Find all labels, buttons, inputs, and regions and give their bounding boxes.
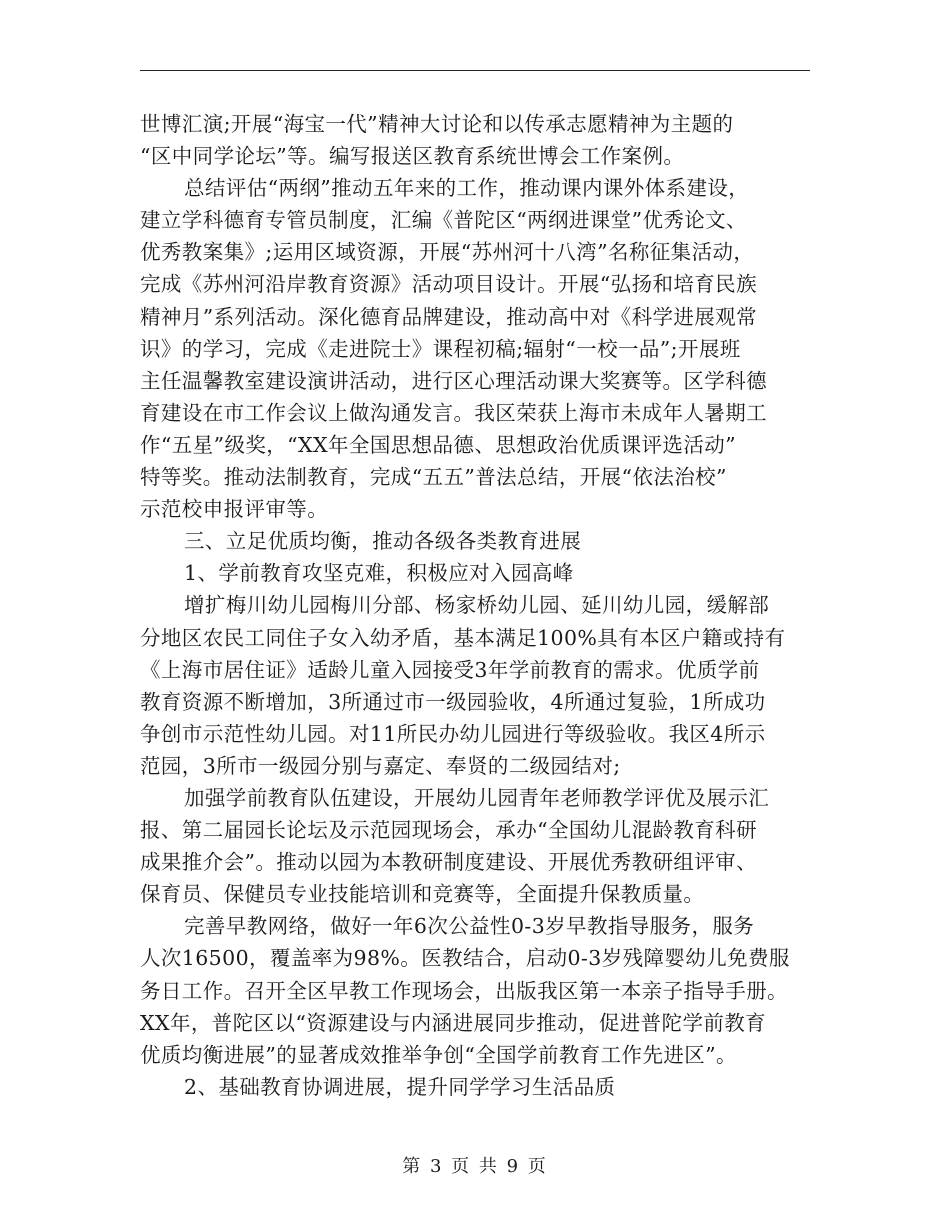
header-rule: [140, 70, 810, 71]
document-body: [140, 108, 816, 1103]
text-line: 完善早教网络，做好一年6次公益性0-3岁早教指导服务，服务: [184, 914, 755, 939]
text-line: 育建设在市工作会议上做沟通发言。我区荣获上海市未成年人暑期工: [140, 400, 767, 425]
text-line: 教育资源不断增加，3所通过市一级园验收，4所通过复验，1所成功: [140, 689, 766, 714]
text-line: 总结评估“两纲”推动五年来的工作，推动课内课外体系建设，: [184, 176, 750, 201]
text-line: 成果推介会”。推动以园为本教研制度建设、开展优秀教研组评审、: [140, 850, 757, 875]
text-line: 世博汇演;开展“海宝一代”精神大讨论和以传承志愿精神为主题的: [140, 112, 734, 136]
text-line: 范园，3所市一级园分别与嘉定、奉贤的二级园结对;: [140, 753, 621, 778]
text-line: 主任温馨教室建设演讲活动，进行区心理活动课大奖赛等。区学科德: [140, 368, 767, 393]
text-line: 特等奖。推动法制教育，完成“五五”普法总结，开展“依法治校”: [140, 465, 727, 490]
text-line: 优秀教案集》;运用区域资源，开展“苏州河十八湾”名称征集活动，: [140, 240, 755, 265]
text-line: 加强学前教育队伍建设，开展幼儿园青年老师教学评优及展示汇: [184, 785, 770, 810]
text-line: 识》的学习，完成《走进院士》课程初稿;辐射“一校一品”;开展班: [140, 336, 741, 361]
text-line: 报、第二届园长论坛及示范园现场会，承办“全国幼儿混龄教育科研: [140, 818, 757, 843]
subsection-heading: 1、学前教育攻坚克难，积极应对入园高峰: [184, 561, 574, 586]
text-line: 争创市示范性幼儿园。对11所民办幼儿园进行等级验收。我区4所示: [140, 721, 766, 746]
text-line: 务日工作。召开全区早教工作现场会，出版我区第一本亲子指导手册。: [140, 978, 788, 1003]
text-line: 建立学科德育专管员制度，汇编《普陀区“两纲进课堂”优秀论文、: [140, 208, 747, 233]
text-line: 增扩梅川幼儿园梅川分部、杨家桥幼儿园、延川幼儿园，缓解部: [184, 593, 770, 618]
text-line: 示范校申报评审等。: [140, 497, 329, 522]
section-heading: 三、立足优质均衡，推动各级各类教育进展: [184, 529, 582, 554]
text-line: 分地区农民工同住子女入幼矛盾，基本满足100%具有本区户籍或持有: [140, 625, 786, 650]
subsection-heading: 2、基础教育协调进展，提升同学学习生活品质: [184, 1074, 616, 1099]
text-line: 精神月”系列活动。深化德育品牌建设，推动高中对《科学进展观常: [140, 304, 757, 329]
text-line: “区中同学论坛”等。编写报送区教育系统世博会工作案例。: [140, 144, 685, 169]
text-line: 完成《苏州河沿岸教育资源》活动项目设计。开展“弘扬和培育民族: [140, 272, 757, 297]
text-line: XX年，普陀区以“资源建设与内涵进展同步推动，促进普陀学前教育: [140, 1010, 767, 1035]
text-line: 作“五星”级奖，“XX年全国思想品德、思想政治优质课评选活动”: [140, 432, 737, 457]
text-line: 人次16500，覆盖率为98%。医教结合，启动0-3岁残障婴幼儿免费服: [140, 946, 790, 971]
page-number-footer: 第 3 页 共 9 页: [402, 1156, 548, 1177]
text-line: 《上海市居住证》适龄儿童入园接受3年学前教育的需求。优质学前: [140, 657, 760, 682]
text-line: 优质均衡进展”的显著成效推举争创“全国学前教育工作先进区”。: [140, 1042, 737, 1067]
text-line: 保育员、保健员专业技能培训和竞赛等，全面提升保教质量。: [140, 882, 705, 907]
